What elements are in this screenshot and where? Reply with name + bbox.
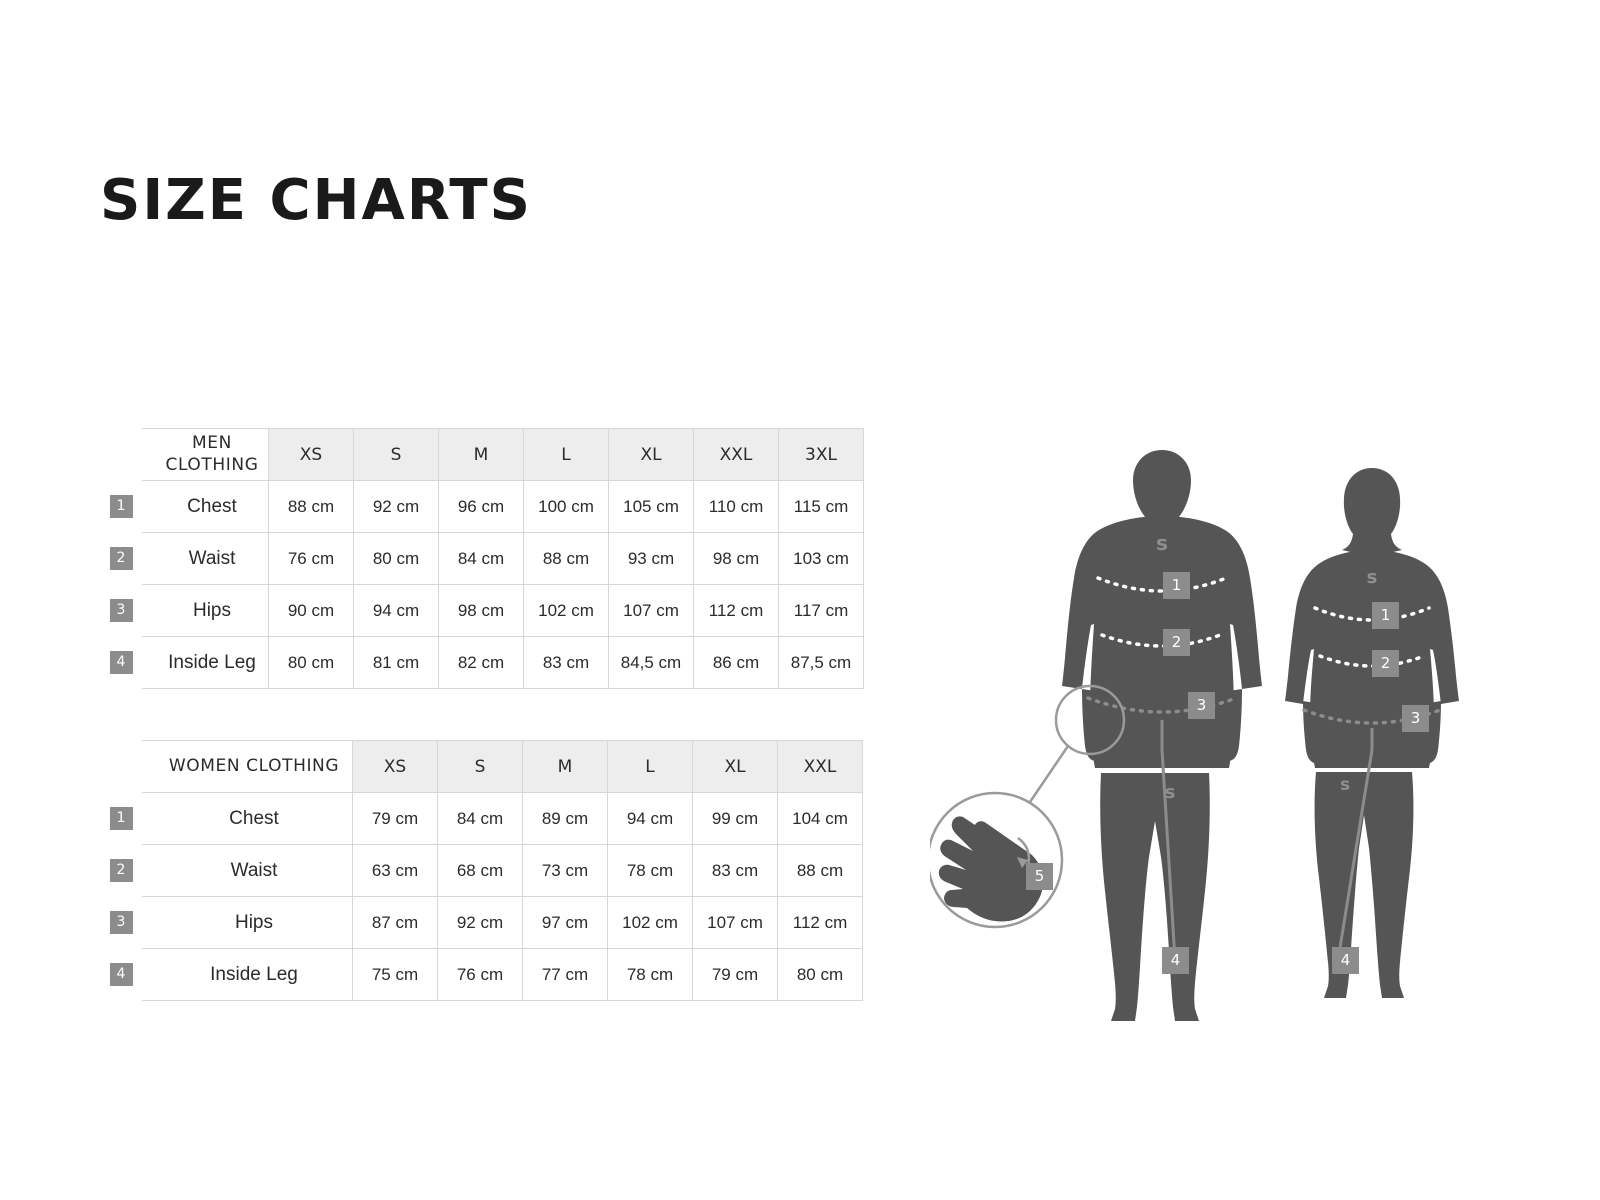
women-chest-xl: 99 cm [693,793,778,845]
row-number-badge: 3 [110,911,133,934]
women-size-header-xl: XL [693,741,778,793]
row-number-badge: 1 [110,807,133,830]
svg-text:s: s [1164,782,1176,803]
table-row [100,793,863,845]
men-hips-xl: 107 cm [609,585,694,637]
male-badge-1: 1 [1163,572,1190,599]
men-chest-m: 96 cm [439,481,524,533]
women-waist-xl: 83 cm [693,845,778,897]
measurement-diagram [930,420,1540,1040]
table-row [100,637,864,689]
women-row-2-label: Waist [142,845,353,897]
table-row [100,533,864,585]
row-number-badge: 4 [110,651,133,674]
callout-connector [1030,746,1068,802]
women-insideleg-m: 77 cm [523,949,608,1001]
men-hips-s: 94 cm [354,585,439,637]
men-row-4-label: Inside Leg [142,637,269,689]
women-row-1-label: Chest [142,793,353,845]
women-insideleg-xs: 75 cm [353,949,438,1001]
women-insideleg-xl: 79 cm [693,949,778,1001]
men-chest-xs: 88 cm [269,481,354,533]
table-row [100,481,864,533]
female-badge-4: 4 [1332,947,1359,974]
women-hips-s: 92 cm [438,897,523,949]
men-hips-m: 98 cm [439,585,524,637]
men-waist-xs: 76 cm [269,533,354,585]
svg-text:s: s [1366,567,1378,588]
women-hips-xxl: 112 cm [778,897,863,949]
women-row-2-index [100,845,142,897]
women-waist-xs: 63 cm [353,845,438,897]
female-badge-3: 3 [1402,705,1429,732]
men-chest-l: 100 cm [524,481,609,533]
women-table-header-row [100,741,863,793]
figures-svg [930,420,1540,1040]
men-size-table [100,428,864,689]
men-table-header-row [100,429,864,481]
women-hips-xl: 107 cm [693,897,778,949]
women-size-header-s: S [438,741,523,793]
men-row-1-index [100,481,142,533]
men-size-header-s: S [354,429,439,481]
men-insideleg-3xl: 87,5 cm [779,637,864,689]
men-insideleg-l: 83 cm [524,637,609,689]
men-insideleg-xs: 80 cm [269,637,354,689]
women-waist-m: 73 cm [523,845,608,897]
men-hips-l: 102 cm [524,585,609,637]
women-insideleg-xxl: 80 cm [778,949,863,1001]
table-row [100,585,864,637]
women-chest-s: 84 cm [438,793,523,845]
table-row [100,949,863,1001]
men-size-header-l: L [524,429,609,481]
men-row-2-label: Waist [142,533,269,585]
men-row-1-label: Chest [142,481,269,533]
women-row-4-index [100,949,142,1001]
glove-badge-5: 5 [1026,863,1053,890]
men-chest-xl: 105 cm [609,481,694,533]
women-size-header-xxl: XXL [778,741,863,793]
women-row-3-index [100,897,142,949]
women-waist-xxl: 88 cm [778,845,863,897]
women-hips-l: 102 cm [608,897,693,949]
men-insideleg-xl: 84,5 cm [609,637,694,689]
women-row-1-index [100,793,142,845]
row-number-badge: 2 [110,547,133,570]
men-waist-l: 88 cm [524,533,609,585]
men-size-header-m: M [439,429,524,481]
row-number-badge: 2 [110,859,133,882]
women-size-header-xs: XS [353,741,438,793]
women-chest-xs: 79 cm [353,793,438,845]
women-clothing-chart [100,740,863,1001]
table-row [100,845,863,897]
women-size-header-m: M [523,741,608,793]
women-insideleg-s: 76 cm [438,949,523,1001]
row-number-badge: 1 [110,495,133,518]
page-title: SIZE CHARTS [100,168,532,233]
men-hips-xs: 90 cm [269,585,354,637]
women-waist-s: 68 cm [438,845,523,897]
women-chest-l: 94 cm [608,793,693,845]
men-corner-line1: MEN [192,433,232,454]
men-waist-m: 84 cm [439,533,524,585]
men-row-2-index [100,533,142,585]
men-chest-xxl: 110 cm [694,481,779,533]
men-header-spacer [100,429,142,481]
men-row-4-index [100,637,142,689]
male-badge-3: 3 [1188,692,1215,719]
men-corner-line2: CLOTHING [165,454,259,475]
women-insideleg-l: 78 cm [608,949,693,1001]
men-insideleg-m: 82 cm [439,637,524,689]
row-number-badge: 4 [110,963,133,986]
female-badge-2: 2 [1372,650,1399,677]
svg-text:s: s [1339,775,1351,795]
women-chest-xxl: 104 cm [778,793,863,845]
men-waist-xl: 93 cm [609,533,694,585]
women-waist-l: 78 cm [608,845,693,897]
women-size-header-l: L [608,741,693,793]
men-waist-3xl: 103 cm [779,533,864,585]
men-row-3-label: Hips [142,585,269,637]
women-hips-xs: 87 cm [353,897,438,949]
male-badge-4: 4 [1162,947,1189,974]
men-clothing-chart [100,428,864,689]
women-hips-m: 97 cm [523,897,608,949]
men-size-header-xl: XL [609,429,694,481]
women-row-3-label: Hips [142,897,353,949]
men-chest-s: 92 cm [354,481,439,533]
men-hips-3xl: 117 cm [779,585,864,637]
men-insideleg-s: 81 cm [354,637,439,689]
women-corner-header: WOMEN CLOTHING [142,741,353,793]
men-chest-3xl: 115 cm [779,481,864,533]
women-row-4-label: Inside Leg [142,949,353,1001]
row-number-badge: 3 [110,599,133,622]
men-size-header-xxl: XXL [694,429,779,481]
men-size-header-xs: XS [269,429,354,481]
men-corner-header [142,429,269,481]
women-chest-m: 89 cm [523,793,608,845]
men-size-header-3xl: 3XL [779,429,864,481]
men-waist-s: 80 cm [354,533,439,585]
men-row-3-index [100,585,142,637]
women-header-spacer [100,741,142,793]
men-insideleg-xxl: 86 cm [694,637,779,689]
svg-text:s: s [1156,531,1168,555]
men-hips-xxl: 112 cm [694,585,779,637]
men-waist-xxl: 98 cm [694,533,779,585]
female-badge-1: 1 [1372,602,1399,629]
women-size-table [100,740,863,1001]
male-badge-2: 2 [1163,629,1190,656]
table-row [100,897,863,949]
